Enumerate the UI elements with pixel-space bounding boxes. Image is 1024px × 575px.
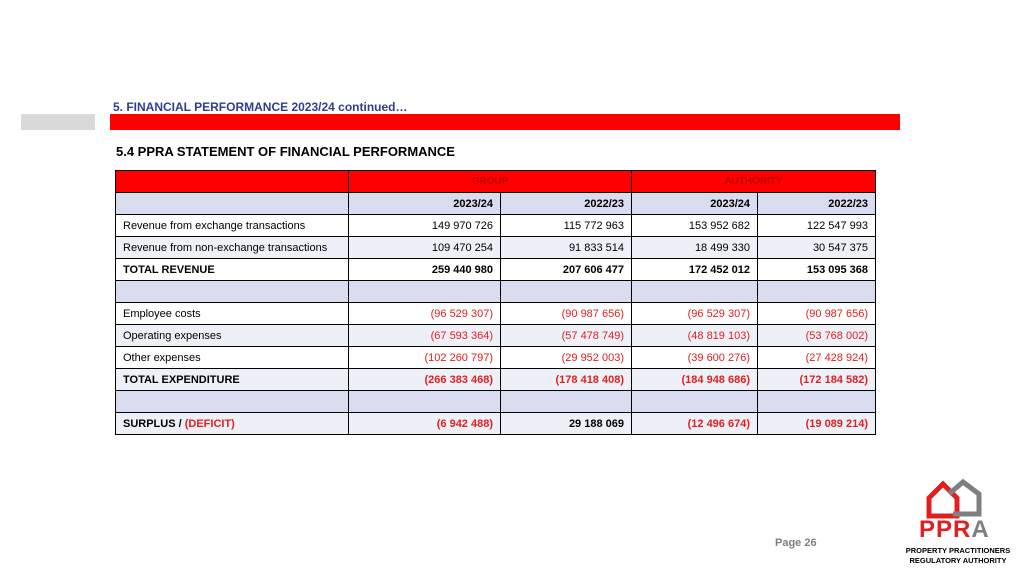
cell-value: (102 260 797) xyxy=(349,347,501,369)
cell-value: (266 383 468) xyxy=(349,369,501,391)
cell-value: 153 095 368 xyxy=(758,259,876,281)
cell-value: (96 529 307) xyxy=(349,303,501,325)
cell-value: 149 970 726 xyxy=(349,215,501,237)
cell-value: 122 547 993 xyxy=(758,215,876,237)
surplus-label: SURPLUS / xyxy=(123,417,185,430)
cell-value: (19 089 214) xyxy=(758,413,876,435)
total-expenditure-row xyxy=(116,369,876,391)
cell-value: (184 948 686) xyxy=(632,369,758,391)
cell-value: 91 833 514 xyxy=(501,237,632,259)
row-label: Revenue from non-exchange transactions xyxy=(116,237,349,259)
cell-value: (12 496 674) xyxy=(632,413,758,435)
cell-value: 207 606 477 xyxy=(501,259,632,281)
cell-value: 109 470 254 xyxy=(349,237,501,259)
row-label: Revenue from exchange transactions xyxy=(116,215,349,237)
cell-value: (29 952 003) xyxy=(501,347,632,369)
statement-title: 5.4 PPRA STATEMENT OF FINANCIAL PERFORMANCE xyxy=(116,144,455,159)
cell-value: (48 819 103) xyxy=(632,325,758,347)
cell-value: (172 184 582) xyxy=(758,369,876,391)
spacer-row xyxy=(116,391,876,413)
logo-line-2: REGULATORY AUTHORITY xyxy=(909,556,1007,565)
table-row xyxy=(116,215,876,237)
cell-value: 153 952 682 xyxy=(632,215,758,237)
cell-value: (96 529 307) xyxy=(632,303,758,325)
cell-value: 18 499 330 xyxy=(632,237,758,259)
cell-value: (6 942 488) xyxy=(349,413,501,435)
header-blank-cell xyxy=(116,171,349,193)
table-header-row xyxy=(116,171,876,193)
page-number: Page 26 xyxy=(775,537,817,549)
logo-line-1: PROPERTY PRACTITIONERS xyxy=(905,546,1011,555)
group-header: GROUP xyxy=(349,171,632,193)
table-row xyxy=(116,303,876,325)
cell-value: 29 188 069 xyxy=(501,413,632,435)
cell-value: (39 600 276) xyxy=(632,347,758,369)
table-row xyxy=(116,325,876,347)
cell-value: (67 593 364) xyxy=(349,325,501,347)
deficit-label: (DEFICIT) xyxy=(184,417,235,430)
cell-value: (90 987 656) xyxy=(758,303,876,325)
cell-value: (27 428 924) xyxy=(758,347,876,369)
cell-value: (53 768 002) xyxy=(758,325,876,347)
cell-value: 259 440 980 xyxy=(349,259,501,281)
row-label: Employee costs xyxy=(116,303,349,325)
year-header: 2023/24 xyxy=(349,193,501,215)
logo-wordmark: PPRA xyxy=(919,516,990,543)
surplus-deficit-row xyxy=(116,413,876,435)
row-label: TOTAL REVENUE xyxy=(116,259,349,281)
cell-value: (178 418 408) xyxy=(501,369,632,391)
financial-performance-table xyxy=(115,170,876,435)
house-logo-icon xyxy=(923,478,987,520)
red-divider-bar xyxy=(110,114,900,130)
row-label: Other expenses xyxy=(116,347,349,369)
ppra-logo xyxy=(897,478,1019,568)
spacer-row xyxy=(116,281,876,303)
cell-value: 115 772 963 xyxy=(501,215,632,237)
row-label xyxy=(116,413,349,435)
year-header-row xyxy=(116,193,876,215)
cell-value: (57 478 749) xyxy=(501,325,632,347)
cell-value: (90 987 656) xyxy=(501,303,632,325)
row-label: Operating expenses xyxy=(116,325,349,347)
grey-divider-bar xyxy=(21,114,95,130)
total-revenue-row xyxy=(116,259,876,281)
cell-value: 30 547 375 xyxy=(758,237,876,259)
year-blank-cell xyxy=(116,193,349,215)
row-label: TOTAL EXPENDITURE xyxy=(116,369,349,391)
table-row xyxy=(116,347,876,369)
authority-header: AUTHORITY xyxy=(632,171,876,193)
table-row xyxy=(116,237,876,259)
year-header: 2022/23 xyxy=(758,193,876,215)
year-header: 2022/23 xyxy=(501,193,632,215)
cell-value: 172 452 012 xyxy=(632,259,758,281)
year-header: 2023/24 xyxy=(632,193,758,215)
section-title: 5. FINANCIAL PERFORMANCE 2023/24 continued… xyxy=(113,100,408,114)
